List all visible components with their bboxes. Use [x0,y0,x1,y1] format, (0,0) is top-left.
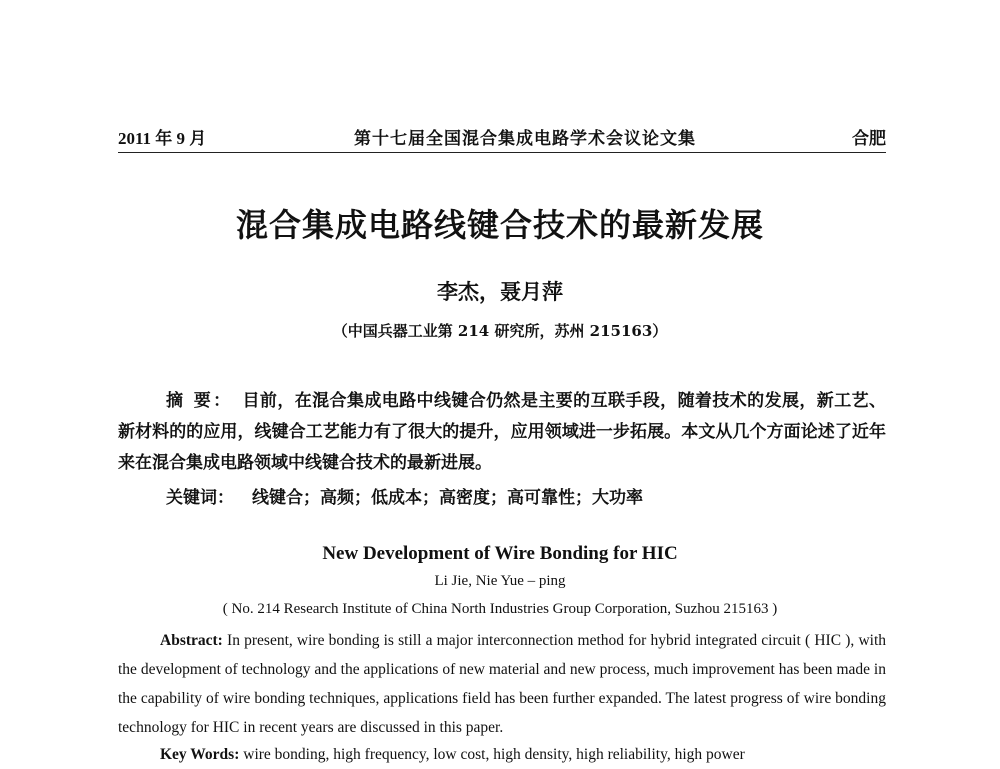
paper-title-cn: 混合集成电路线键合技术的最新发展 [235,206,764,244]
affiliation-en: ( No. 214 Research Institute of China North Industries Group Corporation, Suzhou 215163 ) [222,601,778,617]
abstract-cn-text: 目前，在混合集成电路中线键合仍然是主要的互联手段，随着技术的发展，新工艺、新材料的的应用，线键合工艺能力有了很大的提升，应用领域进一步拓展。本文从几个方面论述了近年来在混合集成电路领域中线键合技术的最新进展。 [118,391,886,473]
abstract-en-label: Abstract: [160,632,223,649]
authors-en: Li Jie, Nie Yue – ping [434,573,566,589]
keywords-cn-label: 关键词： [166,488,234,508]
running-header [118,124,886,150]
abstract-cn-label: 摘 要： [166,391,233,411]
authors-cn: 李杰，聂月萍 [437,279,563,304]
keywords-en [160,740,886,769]
keywords-en-text: wire bonding, high frequency, low cost, high density, high reliability, high power [243,746,745,763]
header-journal: 第十七届全国混合集成电路学术会议论文集 [354,129,696,149]
affiliation-cn: （中国兵器工业第 214 研究所，苏州 215163） [332,322,668,340]
abstract-en-text: In present, wire bonding is still a major interconnection method for hybrid integrated circuit ( HIC ), with the development of technology and the applications of new material and new process, much improvement has been made in the capability of wire bonding techniques, applications field has been further expanded. The latest progress of wire bonding technology for HIC in recent years are discussed in this paper. [118,632,886,736]
paper-title-en: New Development of Wire Bonding for HIC [322,543,678,564]
keywords-cn [166,483,886,508]
header-date: 2011 年 9 月 [118,129,207,148]
keywords-cn-text: 线键合；高频；低成本；高密度；高可靠性；大功率 [252,488,643,508]
abstract-en [118,626,886,742]
header-city: 合肥 [852,129,886,149]
header-rule [118,152,886,153]
keywords-en-label: Key Words: [160,746,240,763]
abstract-cn [118,386,886,479]
